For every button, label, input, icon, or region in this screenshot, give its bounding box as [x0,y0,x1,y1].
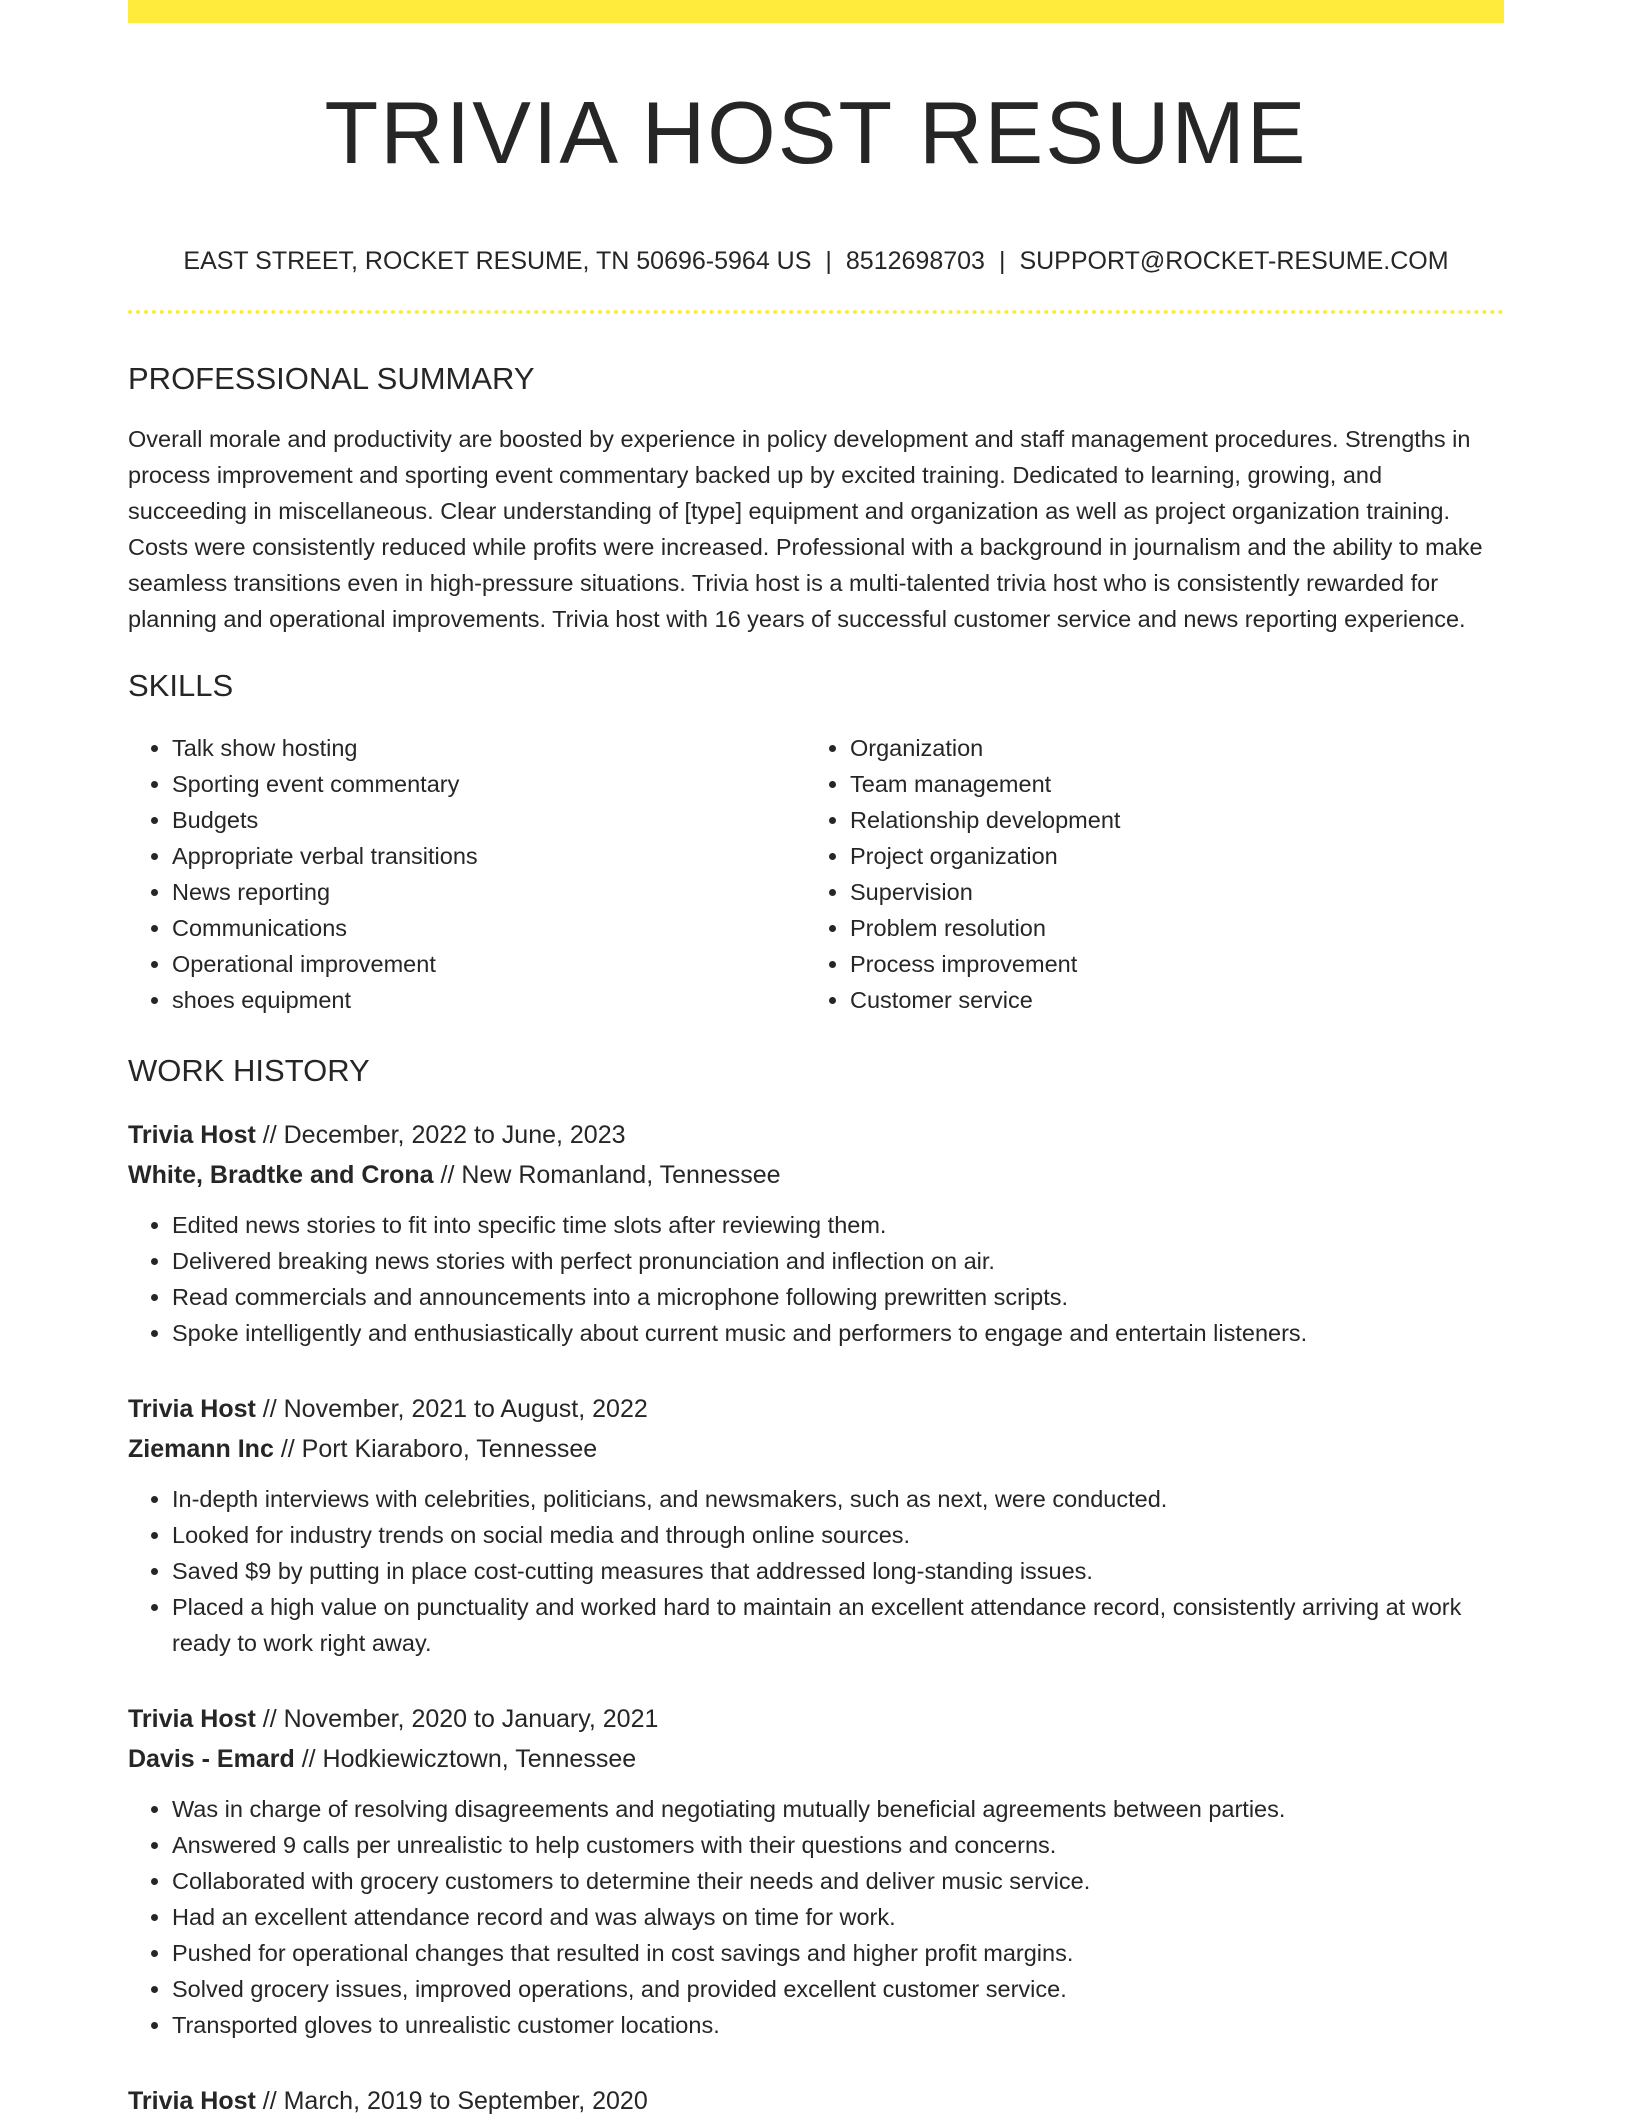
job-entry [128,1699,1504,2043]
skill-item: • Appropriate verbal transitions [172,838,806,874]
job-company: Davis - Emard [128,1745,295,1774]
skill-item: • Problem resolution [850,910,1484,946]
job-bullet: • Edited news stories to fit into specific time slots after reviewing them. [172,1207,1504,1243]
skills-list [128,730,1504,1018]
contact-separator: | [998,246,1006,275]
skill-item: • News reporting [172,874,806,910]
job-company-line [128,1155,1504,1195]
job-bullet: • Spoke intelligently and enthusiastically about current music and performers to engage and entertain listeners. [172,1315,1504,1351]
job-company: White, Bradtke and Crona [128,1161,434,1190]
job-bullets [128,1791,1504,2043]
dotted-divider [128,310,1504,314]
job-title-line [128,2081,1504,2121]
summary-text: Overall morale and productivity are boosted by experience in policy development and staff management procedures. Strengths in process improvement and sporting event commentary backed up by excited training. Dedicated to learning, growing, and succeeding in miscellaneous. Clear understanding of [type] equipment and organization as well as project organization training. Costs were consistently reduced while profits were increased. Professional with a background in journalism and the ability to make seamless transitions even in high-pressure situations. Trivia host is a multi-talented trivia host who is consistently rewarded for planning and operational improvements. Trivia host with 16 years of successful customer service and news reporting experience. [128,425,1483,632]
contact-separator: | [825,246,832,275]
job-dates: // December, 2022 to June, 2023 [255,1121,626,1150]
skill-item: • Talk show hosting [172,730,806,766]
skill-item: • Customer service [850,982,1484,1018]
job-location: // Hodkiewicztown, Tennessee [294,1745,637,1774]
resume-page [128,0,1504,2121]
job-bullet: • Delivered breaking news stories with perfect pronunciation and inflection on air. [172,1243,1504,1279]
job-dates: // March, 2019 to September, 2020 [255,2087,648,2116]
skills-heading: SKILLS [128,667,234,703]
job-title-line [128,1389,1504,1429]
accent-bar [128,0,1504,23]
job-title: Trivia Host [128,1395,256,1424]
job-bullet: • Read commercials and announcements into a microphone following prewritten scripts. [172,1279,1504,1315]
job-bullets [128,1481,1504,1661]
skill-item: • Sporting event commentary [172,766,806,802]
skills-column-right [806,730,1484,1018]
skill-item: • Organization [850,730,1484,766]
job-company-line [128,1429,1504,1469]
skill-item: • Process improvement [850,946,1484,982]
job-bullet: • In-depth interviews with celebrities, politicians, and newsmakers, such as next, were conducted. [172,1481,1504,1517]
job-title-line [128,1699,1504,1739]
job-title: Trivia Host [128,1705,256,1734]
work-history-heading: WORK HISTORY [128,1053,370,1089]
job-entry [128,2081,1504,2121]
skills-column-left [128,730,806,1018]
job-bullet: • Pushed for operational changes that resulted in cost savings and higher profit margins. [172,1935,1504,1971]
contact-phone: 8512698703 [845,246,985,275]
skill-item: • Communications [172,910,806,946]
job-title-line [128,1115,1504,1155]
skill-item: • Relationship development [850,802,1484,838]
skill-item: • Budgets [172,802,806,838]
skill-item: • Supervision [850,874,1484,910]
job-bullet: • Answered 9 calls per unrealistic to help customers with their questions and concerns. [172,1827,1504,1863]
contact-line [128,246,1504,276]
skill-item: • Team management [850,766,1484,802]
job-location: // New Romanland, Tennessee [433,1161,781,1190]
contact-email: SUPPORT@ROCKET-RESUME.COM [1019,246,1449,275]
job-bullet: • Solved grocery issues, improved operations, and provided excellent customer service. [172,1971,1504,2007]
job-bullet: • Looked for industry trends on social media and through online sources. [172,1517,1504,1553]
job-dates: // November, 2021 to August, 2022 [255,1395,648,1424]
resume-title: TRIVIA HOST RESUME [324,83,1308,182]
summary-heading: PROFESSIONAL SUMMARY [128,360,535,396]
skill-item: • shoes equipment [172,982,806,1018]
job-bullet: • Saved $9 by putting in place cost-cutting measures that addressed long-standing issues. [172,1553,1504,1589]
job-dates: // November, 2020 to January, 2021 [255,1705,659,1734]
job-bullet: • Transported gloves to unrealistic customer locations. [172,2007,1504,2043]
job-company-line [128,1739,1504,1779]
job-title: Trivia Host [128,2087,256,2116]
skill-item: • Project organization [850,838,1484,874]
skill-item: • Operational improvement [172,946,806,982]
job-bullet: • Had an excellent attendance record and was always on time for work. [172,1899,1504,1935]
job-bullet: • Placed a high value on punctuality and worked hard to maintain an excellent attendance record, consistently arriving at work ready to work right away. [172,1589,1504,1661]
job-title: Trivia Host [128,1121,256,1150]
job-company: Ziemann Inc [128,1435,274,1464]
job-bullet: • Collaborated with grocery customers to determine their needs and deliver music service. [172,1863,1504,1899]
job-bullet: • Was in charge of resolving disagreements and negotiating mutually beneficial agreements between parties. [172,1791,1504,1827]
contact-address: EAST STREET, ROCKET RESUME, TN 50696-5964 US [183,246,812,275]
job-entry [128,1389,1504,1661]
job-location: // Port Kiaraboro, Tennessee [273,1435,598,1464]
job-entry [128,1115,1504,1351]
job-bullets [128,1207,1504,1351]
